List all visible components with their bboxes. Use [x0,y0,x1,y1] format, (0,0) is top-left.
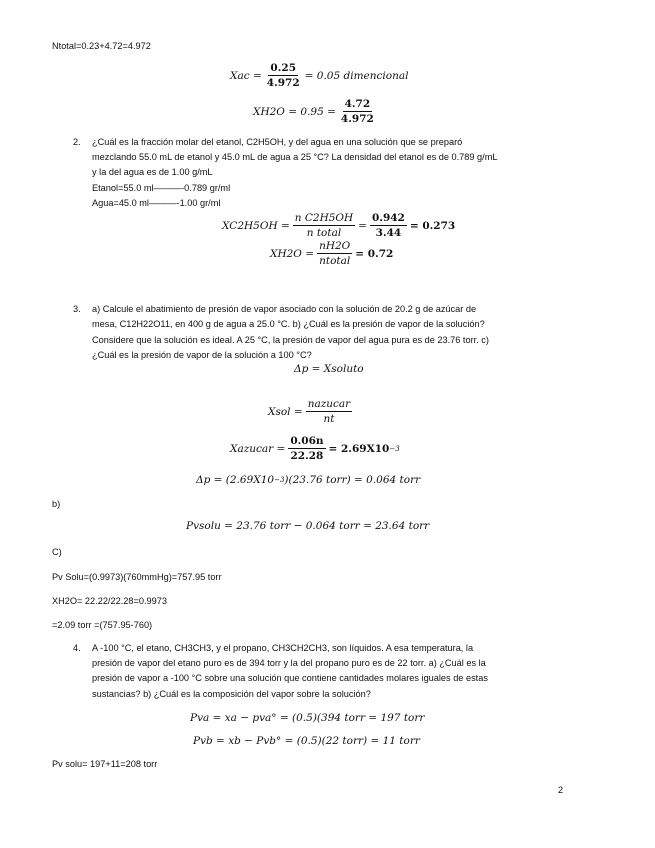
xazucar-equation [230,435,400,462]
delta-p-result-exponent: −3 [274,476,285,484]
xh2o-2-numerator: nH2O [319,240,351,252]
delta-p-equation [294,363,364,375]
question-3-line-1: a) Calcule el abatimiento de presión de vapor asociado con la solución de 20.2 g de azúcar de [92,304,477,314]
question-4-line-1: A -100 °C, el etano, CH3CH3, y el propano, CH3CH2CH3, son líquidos. A esa temperatura, la [92,643,474,653]
xh2o-2-fraction [317,240,352,267]
question-3-line-3: Considere que la solución es ideal. A 25 °C, la presión de vapor del agua pura es de 23.76 torr. c) [92,335,489,345]
xh2o-line: XH2O= 22.22/22.28=0.9973 [52,596,167,606]
delta-p-result-b: )(23.76 torr) = 0.064 torr [284,474,421,486]
xsol-equation [268,398,355,425]
xh2o-2-rhs: = 0.72 [355,247,394,260]
xazucar-denominator: 22.28 [290,450,324,462]
xac-lhs: Xac = [230,69,262,82]
xazucar-lhs: Xazucar = [230,442,286,455]
xsol-lhs: Xsol = [268,405,303,418]
xac-numerator: 0.25 [270,62,296,74]
xc2h5oh-fraction-2 [370,212,407,239]
xc2h5oh-denominator-2: 3.44 [375,227,402,239]
xh2o-fraction [339,98,376,125]
question-3-line-2: mesa, C12H22O11, en 400 g de agua a 25.0 °C. b) ¿Cuál es la presión de vapor de la solución? [92,319,485,329]
question-2-line-3: y la del agua es de 1.00 g/mL [92,167,213,177]
xc2h5oh-equals: = [358,219,367,232]
pvsolu-equation [186,520,429,532]
xsol-numerator: nazucar [307,398,351,410]
xh2o-lhs: XH2O = 0.95 = [253,105,336,118]
question-2-line-1: ¿Cuál es la fracción molar del etanol, C2H5OH, y del agua en una solución que se preparó [92,137,463,147]
delta-p-result-equation [196,474,420,486]
pva-text: Pva = xa − pva° = (0.5)(394 torr = 197 torr [190,712,425,724]
xac-equation [230,62,408,89]
pv-solu-final-line: Pv solu= 197+11=208 torr [52,759,158,769]
pv-solu-line: Pv Solu=(0.9973)(760mmHg)=757.95 torr [52,572,222,582]
xh2o-denominator: 4.972 [340,113,374,125]
xc2h5oh-numerator-2: 0.942 [371,212,405,224]
xh2o-2-lhs: XH2O = [270,247,315,260]
question-2-number: 2. [73,137,81,147]
page-number: 2 [558,785,564,795]
xc2h5oh-rhs: = 0.273 [409,219,456,232]
xc2h5oh-equation [222,212,455,239]
part-c-label: C) [52,547,62,557]
question-4-line-4: sustancias? b) ¿Cuál es la composición del vapor sobre la solución? [92,689,371,699]
question-4-line-2: presión de vapor del etano puro es de 394 torr y la del propano puro es de 22 torr. a) ¿Cuál es la [92,658,486,668]
xac-fraction [265,62,302,89]
pvsolu-text: Pvsolu = 23.76 torr − 0.064 torr = 23.64 torr [186,520,430,532]
question-2-line-2: mezclando 55.0 mL de etanol y 45.0 mL de agua a 25 °C? La densidad del etanol es de 0.789 g/mL [92,152,498,162]
xh2o-2-equation [270,240,393,267]
xh2o-2-denominator: ntotal [319,255,351,267]
xac-rhs: = 0.05 dimencional [304,69,409,82]
torr-line: =2.09 torr =(757.95-760) [52,620,153,630]
delta-p-text: Δp = Xsoluto [294,363,364,375]
xh2o-equation [253,98,379,125]
xh2o-numerator: 4.72 [344,98,371,110]
delta-p-result-a: Δp = (2.69X10 [196,474,275,486]
question-2-line-5: Agua=45.0 ml———-1.00 gr/ml [92,198,221,208]
question-3-line-4: ¿Cuál es la presión de vapor de la solución a 100 °C? [92,350,312,360]
pvb-equation [193,735,420,747]
xc2h5oh-denominator-1: n total [306,227,342,239]
xazucar-exponent: −3 [389,444,400,453]
xazucar-fraction [288,435,325,462]
xsol-fraction [306,398,352,425]
xc2h5oh-fraction-1 [293,212,355,239]
ntotal-line: Ntotal=0.23+4.72=4.972 [52,41,151,51]
xc2h5oh-numerator-1: n C2H5OH [294,212,354,224]
part-b-label: b) [52,499,61,509]
xac-denominator: 4.972 [266,77,300,89]
pvb-text: Pvb = xb − Pvb° = (0.5)(22 torr) = 11 torr [193,735,420,747]
question-3-number: 3. [73,304,81,314]
xc2h5oh-lhs: XC2H5OH = [222,219,290,232]
xsol-denominator: nt [323,413,335,425]
question-4-number: 4. [73,643,81,653]
xazucar-rhs: = 2.69X10 [328,442,390,455]
question-4-line-3: presión de vapor a -100 °C sobre una solución que contiene cantidades molares iguales de estas [92,673,488,683]
xazucar-numerator: 0.06n [290,435,324,447]
pva-equation [190,712,424,724]
question-2-line-4: Etanol=55.0 ml———-0.789 gr/ml [92,183,231,193]
